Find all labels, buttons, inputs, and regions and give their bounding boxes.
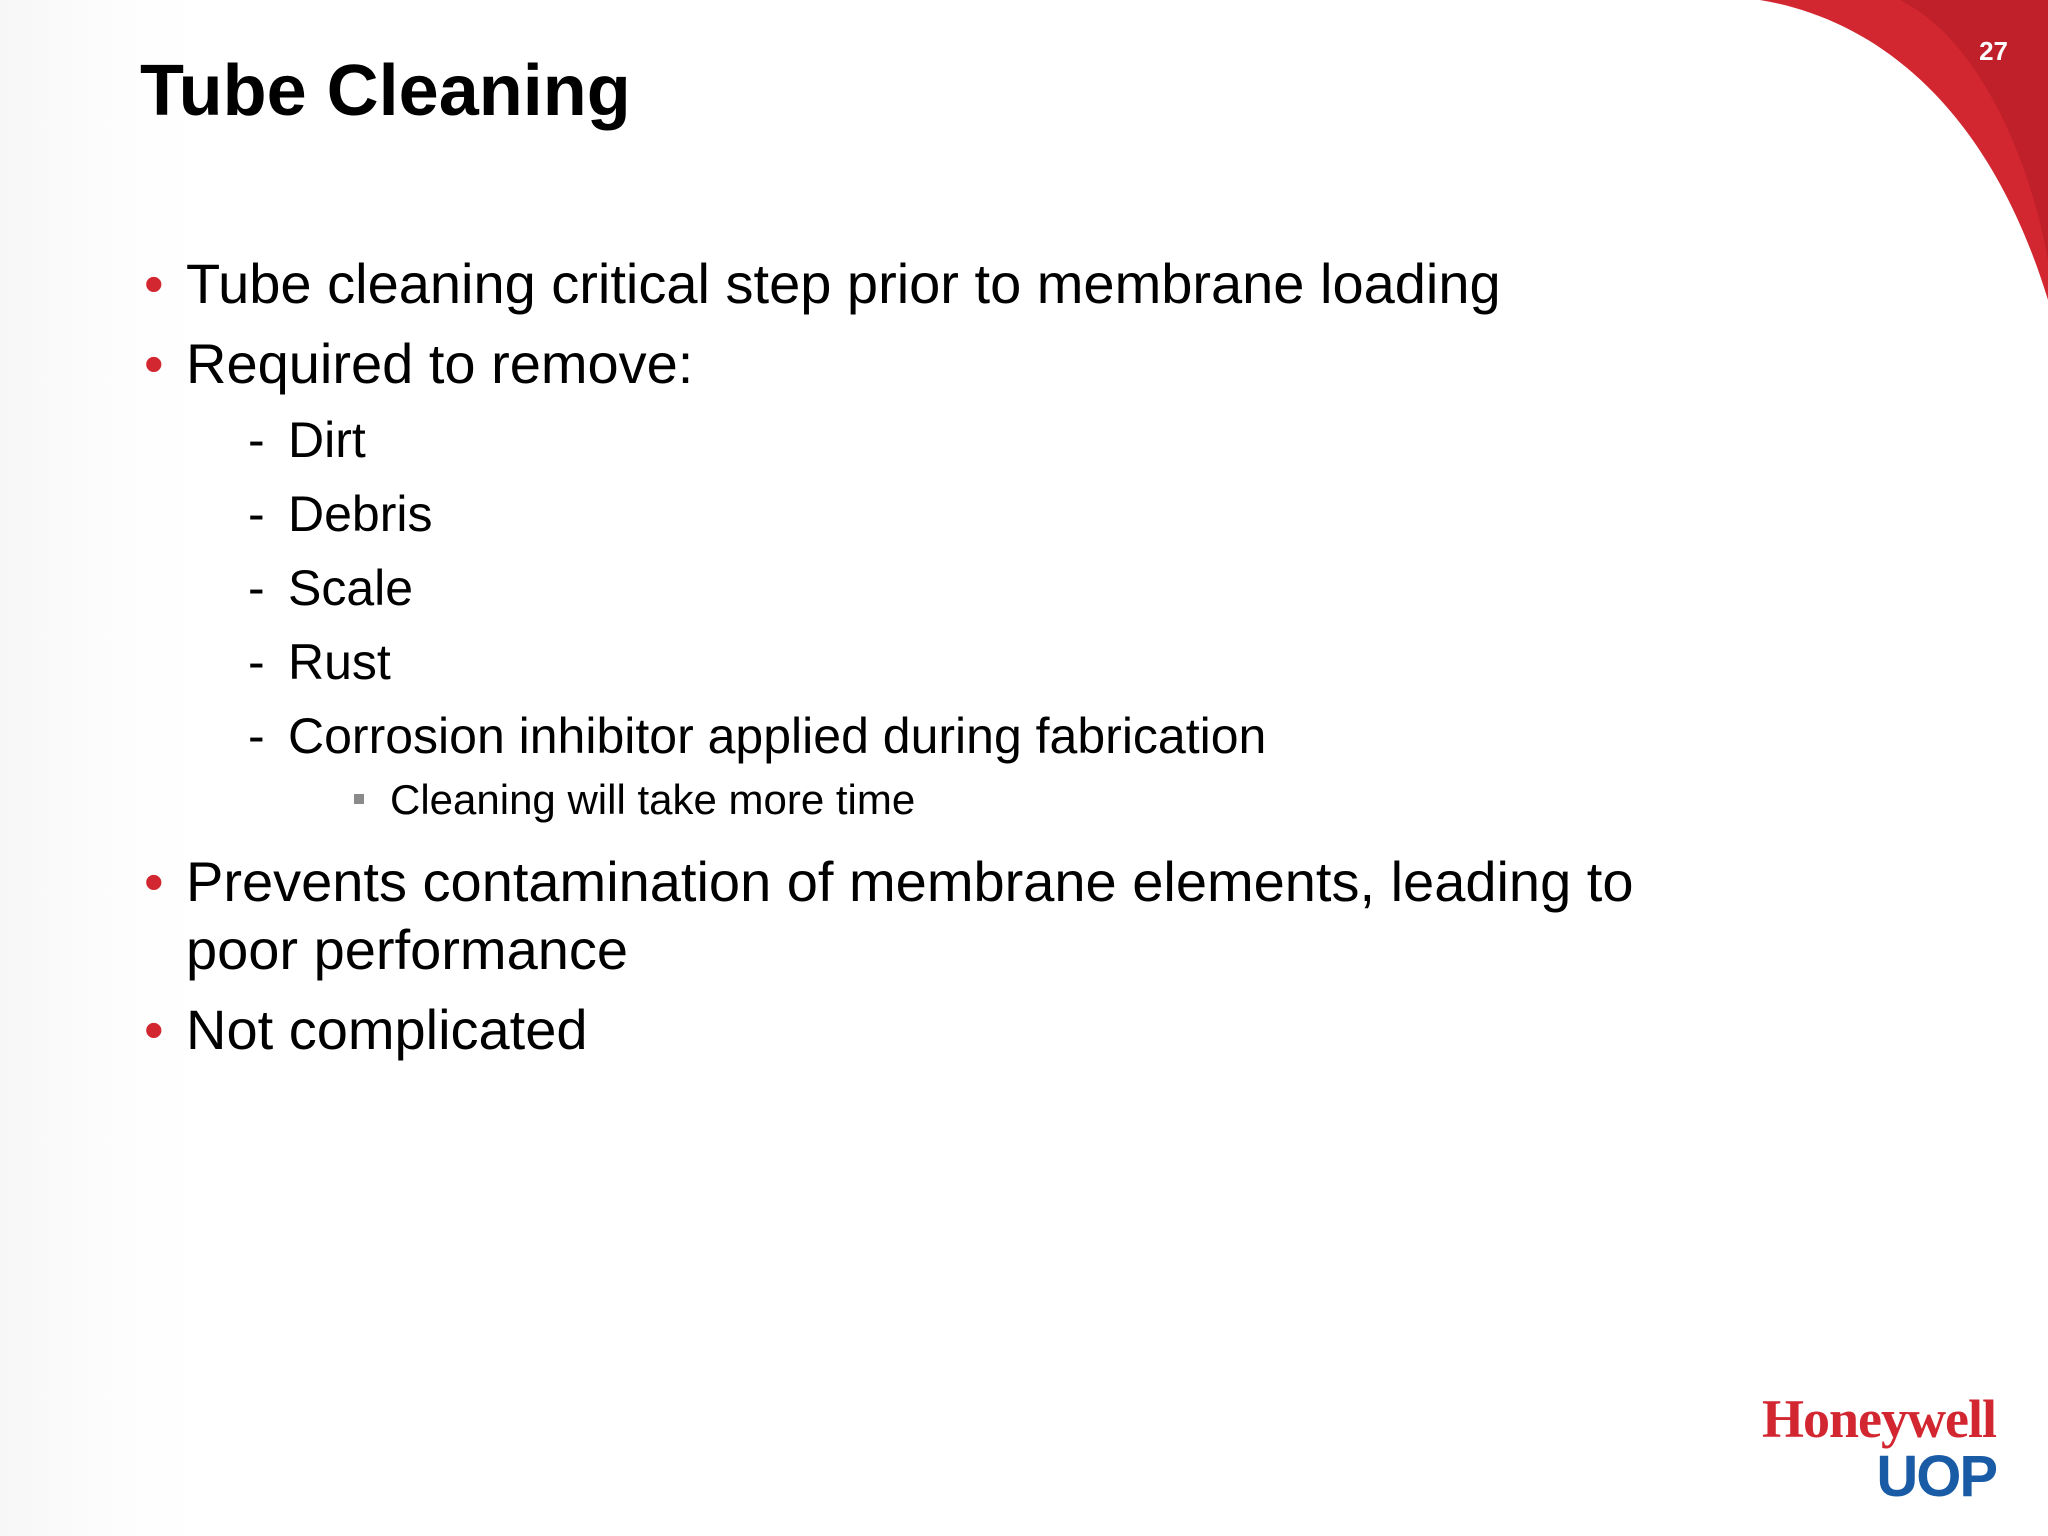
sub-bullet-text: Debris	[288, 486, 433, 542]
sub-sub-bullet-text: Cleaning will take more time	[390, 776, 916, 823]
bullet-item	[140, 848, 1740, 984]
dash-icon: -	[248, 634, 265, 690]
bullet-item	[140, 250, 1740, 318]
bullet-dot-icon: •	[144, 252, 164, 315]
bullet-text: Not complicated	[186, 998, 588, 1061]
sub-bullet-text: Corrosion inhibitor applied during fabrication	[288, 708, 1267, 764]
slide-content	[140, 250, 1740, 1076]
bullet-text: Required to remove:	[186, 332, 694, 395]
bullet-item	[140, 996, 1740, 1064]
sub-bullet-text: Dirt	[288, 412, 366, 468]
slide-title: Tube Cleaning	[140, 51, 631, 131]
sub-bullet-item	[140, 632, 1740, 692]
dash-icon: -	[248, 708, 265, 764]
logo-sub-text: UOP	[1876, 1444, 1996, 1509]
sub-bullet-item	[140, 558, 1740, 618]
logo-brand-text: Honeywell	[1762, 1389, 1996, 1449]
sub-bullet-text: Scale	[288, 560, 414, 616]
sub-bullet-item	[140, 706, 1740, 766]
bullet-dot-icon: •	[144, 332, 164, 395]
dash-icon: -	[248, 412, 265, 468]
page-number: 27	[1979, 36, 2008, 66]
sub-bullet-item	[140, 484, 1740, 544]
sub-sub-bullet-item	[140, 774, 1740, 826]
honeywell-uop-logo	[1762, 1389, 1996, 1509]
sub-bullet-item	[140, 410, 1740, 470]
dash-icon: -	[248, 560, 265, 616]
bullet-text: Prevents contamination of membrane elements, leading to poor performance	[186, 850, 1634, 981]
bullet-dot-icon: •	[144, 998, 164, 1061]
bullet-item	[140, 330, 1740, 398]
bullet-text: Tube cleaning critical step prior to membrane loading	[186, 252, 1501, 315]
bullet-dot-icon: •	[144, 850, 164, 913]
dash-icon: -	[248, 486, 265, 542]
square-bullet-icon	[354, 794, 364, 804]
sub-bullet-text: Rust	[288, 634, 391, 690]
